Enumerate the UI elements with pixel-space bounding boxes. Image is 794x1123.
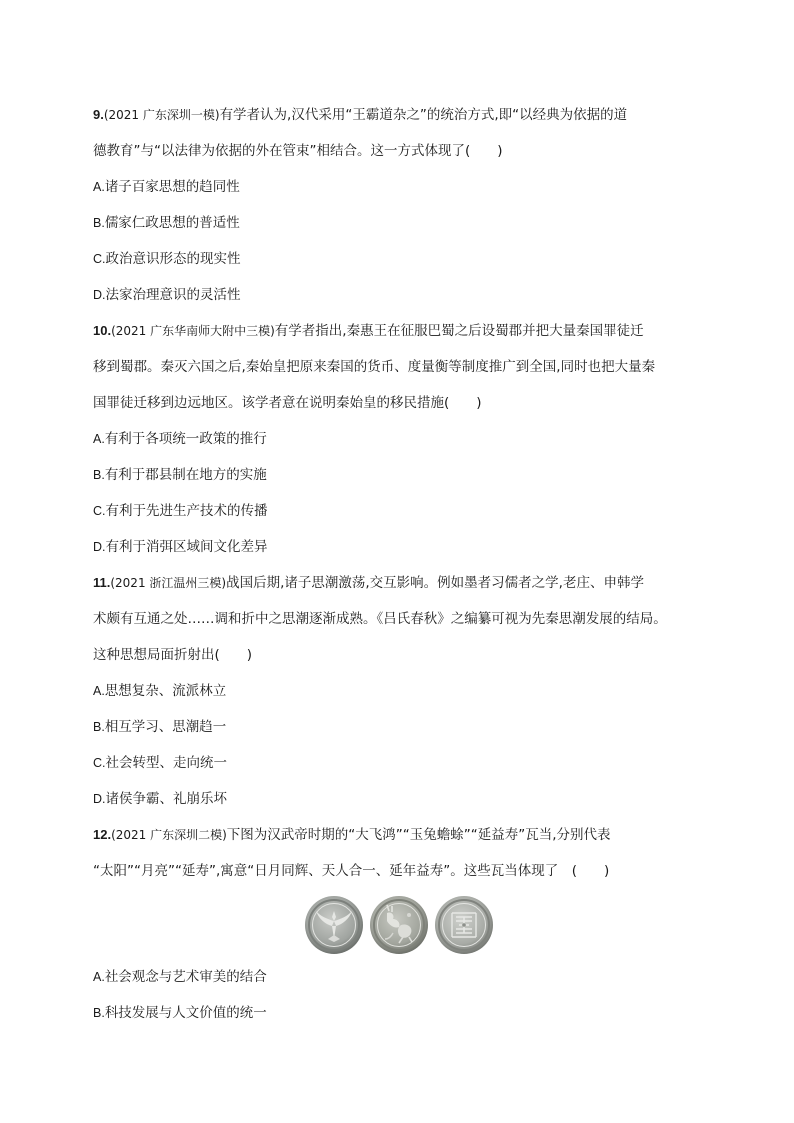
- question-10-line-1: [93, 322, 644, 340]
- option-letter: A.: [93, 684, 105, 698]
- option-text: 政治意识形态的现实性: [105, 251, 241, 267]
- option-letter: B.: [93, 1006, 105, 1020]
- option-text: 科技发展与人文价值的统一: [104, 1005, 267, 1021]
- option-b[interactable]: [93, 466, 267, 484]
- option-text: 社会转型、走向统一: [105, 755, 227, 771]
- option-text: 社会观念与艺术审美的结合: [104, 969, 267, 985]
- question-number: 11.: [93, 575, 111, 590]
- option-letter: A.: [93, 970, 105, 984]
- question-source: (2021 广东深圳一模): [103, 108, 220, 122]
- question-11-line-1: [93, 574, 644, 592]
- option-letter: D.: [93, 540, 106, 554]
- question-text: 国罪徒迁移到边远地区。该学者意在说明秦始皇的移民措施( ): [93, 395, 482, 411]
- option-text: 诸子百家思想的趋同性: [104, 179, 240, 195]
- option-letter: C.: [93, 252, 106, 266]
- option-letter: B.: [93, 468, 105, 482]
- option-letter: B.: [93, 720, 105, 734]
- option-letter: D.: [93, 792, 106, 806]
- option-text: 诸侯争霸、礼崩乐坏: [105, 791, 227, 807]
- option-letter: C.: [93, 504, 106, 518]
- option-a[interactable]: [93, 682, 226, 700]
- option-c[interactable]: [93, 502, 268, 520]
- option-c[interactable]: [93, 250, 241, 268]
- question-text: 移到蜀郡。秦灭六国之后,秦始皇把原来秦国的货币、度量衡等制度推广到全国,同时也把大量秦: [93, 359, 656, 375]
- option-d[interactable]: [93, 286, 241, 304]
- option-text: 有利于先进生产技术的传播: [105, 503, 268, 519]
- option-a[interactable]: [93, 430, 267, 448]
- question-text: 这种思想局面折射出( ): [93, 647, 253, 663]
- option-text: 思想复杂、流派林立: [104, 683, 227, 699]
- question-source: (2021 浙江温州三模): [110, 576, 227, 590]
- option-a[interactable]: [93, 968, 267, 986]
- question-text: 术颇有互通之处……调和折中之思潮逐渐成熟。《吕氏春秋》之编纂可视为先秦思潮发展的结局。: [93, 611, 667, 627]
- question-text: 德教育”与“以法律为依据的外在管束”相结合。这一方式体现了( ): [93, 143, 503, 159]
- option-b[interactable]: [93, 718, 226, 736]
- question-source: (2021 广东深圳二模): [111, 828, 227, 842]
- question-12-line-1: [93, 826, 611, 844]
- option-letter: C.: [93, 756, 106, 770]
- option-a[interactable]: [93, 178, 240, 196]
- question-text: 有学者认为,汉代采用“王霸道杂之”的统治方式,即“以经典为依据的道: [219, 107, 628, 123]
- option-d[interactable]: [93, 790, 227, 808]
- option-b[interactable]: [93, 1004, 267, 1022]
- option-text: 法家治理意识的灵活性: [105, 287, 241, 303]
- option-b[interactable]: [93, 214, 240, 232]
- question-number: 10.: [93, 323, 112, 338]
- option-letter: B.: [93, 216, 105, 230]
- option-letter: D.: [93, 288, 106, 302]
- question-text: “太阳”“月亮”“延寿”,寓意“日月同辉、天人合一、延年益寿”。这些瓦当体现了 ( ): [93, 863, 610, 879]
- option-text: 相互学习、思潮趋一: [104, 719, 227, 735]
- option-d[interactable]: [93, 538, 268, 556]
- question-text: 有学者指出,秦惠王在征服巴蜀之后设蜀郡并把大量秦国罪徒迁: [274, 323, 644, 339]
- option-text: 有利于消弭区域间文化差异: [105, 539, 268, 555]
- question-9-line-1: [93, 106, 627, 124]
- question-source: (2021 广东华南师大附中三模): [111, 324, 275, 338]
- question-number: 9.: [93, 107, 104, 122]
- option-text: 有利于各项统一政策的推行: [104, 431, 267, 447]
- question-number: 12.: [93, 827, 112, 842]
- option-letter: A.: [93, 180, 105, 194]
- longevity-tile-icon: [435, 896, 493, 954]
- question-text: 战国后期,诸子思潮激荡,交互影响。例如墨者习儒者之学,老庄、申韩学: [226, 575, 644, 591]
- jade-rabbit-toad-tile-icon: [370, 896, 428, 954]
- option-text: 有利于郡县制在地方的实施: [104, 467, 267, 483]
- roof-tile-images: [303, 895, 495, 955]
- option-c[interactable]: [93, 754, 227, 772]
- option-letter: A.: [93, 432, 105, 446]
- option-text: 儒家仁政思想的普适性: [104, 215, 240, 231]
- flying-swan-tile-icon: [305, 896, 363, 954]
- question-text: 下图为汉武帝时期的“大飞鸿”“玉兔蟾蜍”“延益寿”瓦当,分别代表: [226, 827, 611, 843]
